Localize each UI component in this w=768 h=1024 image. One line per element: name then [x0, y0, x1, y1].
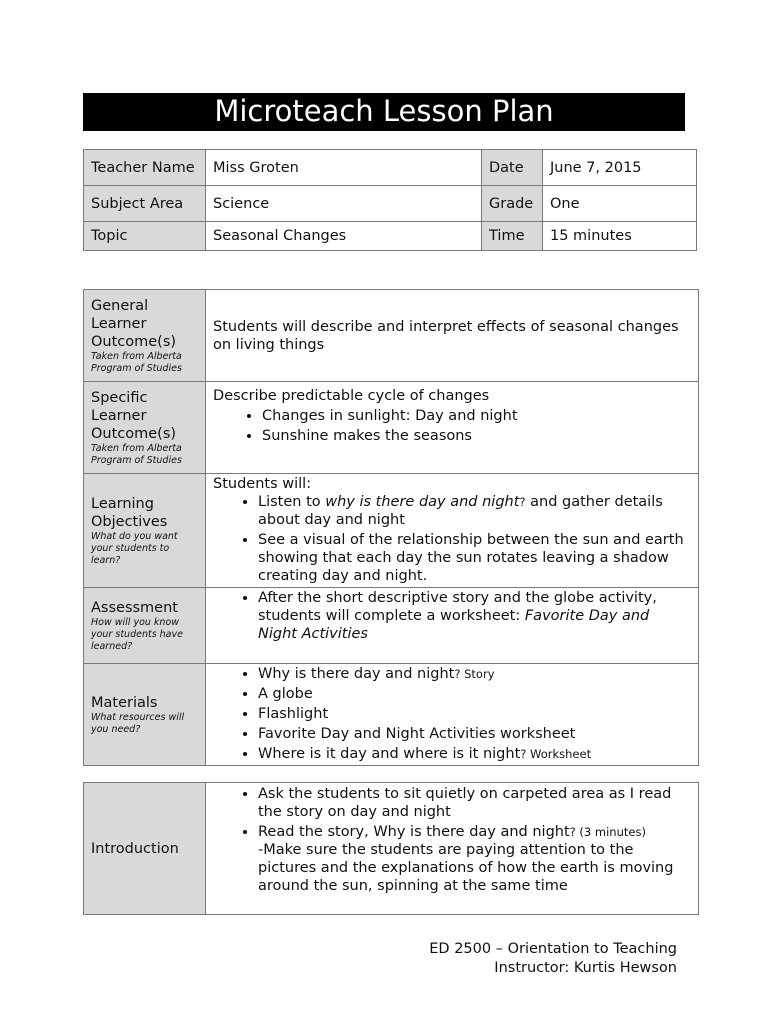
specific-outcome-intro: Describe predictable cycle of changes — [213, 388, 490, 404]
introduction-cell — [206, 783, 699, 915]
footer — [429, 940, 677, 978]
materials-label: Materials — [91, 694, 158, 711]
date-value: June 7, 2015 — [543, 150, 697, 186]
grade-label: Grade — [482, 186, 543, 222]
materials-cell — [206, 664, 699, 766]
objectives-list — [213, 493, 691, 585]
introduction-text: -Make sure the students are paying attention to the pictures and the explanations of how the earth is moving around the sun, spinning at the same time — [258, 842, 674, 894]
material-note: ? Story — [454, 667, 495, 681]
assessment-cell — [206, 588, 699, 664]
objective-text: Listen to — [258, 494, 326, 510]
introduction-table — [83, 782, 699, 915]
assessment-sub: How will you know your students have learned? — [91, 616, 183, 652]
list-item — [258, 589, 691, 643]
course-name: ED 2500 – Orientation to Teaching — [429, 941, 677, 957]
topic-value: Seasonal Changes — [206, 222, 482, 251]
subject-area-label: Subject Area — [84, 186, 206, 222]
date-label: Date — [482, 150, 543, 186]
time-value: 15 minutes — [543, 222, 697, 251]
page-title: Microteach Lesson Plan — [83, 93, 685, 131]
list-item: • Favorite Day and Night Activities worksheet — [258, 725, 691, 743]
assessment-text: After the short descriptive story and the globe activity, students will complete a worksheet: — [258, 590, 657, 624]
general-outcome-text: Students will describe and interpret effects of seasonal changes on living things — [206, 290, 699, 382]
list-item: • See a visual of the relationship between the sun and earth showing that each day the sun rotates leaving a shadow creating day and night. — [258, 531, 691, 585]
list-item: • Sunshine makes the seasons — [262, 427, 691, 445]
specific-outcome-sub: Taken from Alberta Program of Studies — [91, 442, 182, 466]
lesson-info-table — [83, 149, 697, 251]
objectives-cell — [206, 474, 699, 588]
materials-label-cell — [84, 664, 206, 766]
specific-outcome-list — [213, 407, 691, 445]
lesson-plan-table — [83, 289, 699, 766]
list-item: • Ask the students to sit quietly on carpeted area as I read the story on day and night — [258, 785, 691, 821]
list-item — [258, 745, 691, 763]
list-item: • A globe — [258, 685, 691, 703]
instructor-name: Instructor: Kurtis Hewson — [494, 960, 677, 976]
objectives-intro: Students will: — [213, 476, 312, 492]
list-item — [258, 493, 691, 529]
objectives-sub: What do you want your students to learn? — [91, 530, 178, 566]
objective-story-title: why is there day and night — [325, 494, 520, 510]
material-text: Why is there day and night — [258, 666, 455, 682]
objectives-label: Learning Objectives — [91, 495, 168, 530]
list-item: • Flashlight — [258, 705, 691, 723]
introduction-note: ? (3 minutes) — [569, 825, 646, 839]
list-item — [258, 823, 691, 895]
materials-sub: What resources will you need? — [91, 711, 185, 735]
introduction-list — [213, 785, 691, 895]
objective-text: and gather details about day and night — [258, 494, 663, 528]
general-outcome-sub: Taken from Alberta Program of Studies — [91, 350, 182, 374]
general-outcome-label-cell — [84, 290, 206, 382]
assessment-label: Assessment — [91, 599, 178, 616]
material-text: Where is it day and where is it night — [258, 746, 521, 762]
general-outcome-label: General Learner Outcome(s) — [91, 297, 177, 350]
specific-outcome-cell — [206, 382, 699, 474]
teacher-name-label: Teacher Name — [84, 150, 206, 186]
objectives-label-cell — [84, 474, 206, 588]
specific-outcome-label-cell — [84, 382, 206, 474]
time-label: Time — [482, 222, 543, 251]
material-note: ? Worksheet — [520, 747, 592, 761]
list-item — [258, 665, 691, 683]
objective-question-mark: ? — [519, 495, 526, 509]
teacher-name-value: Miss Groten — [206, 150, 482, 186]
topic-label: Topic — [84, 222, 206, 251]
list-item: • Changes in sunlight: Day and night — [262, 407, 691, 425]
materials-list — [213, 665, 691, 763]
subject-area-value: Science — [206, 186, 482, 222]
grade-value: One — [543, 186, 697, 222]
specific-outcome-label: Specific Learner Outcome(s) — [91, 389, 177, 442]
introduction-label: Introduction — [84, 783, 206, 915]
assessment-worksheet-title: Favorite Day and Night Activities — [258, 608, 650, 642]
assessment-label-cell — [84, 588, 206, 664]
introduction-text: Read the story, Why is there day and night — [258, 824, 570, 840]
assessment-list — [213, 589, 691, 643]
